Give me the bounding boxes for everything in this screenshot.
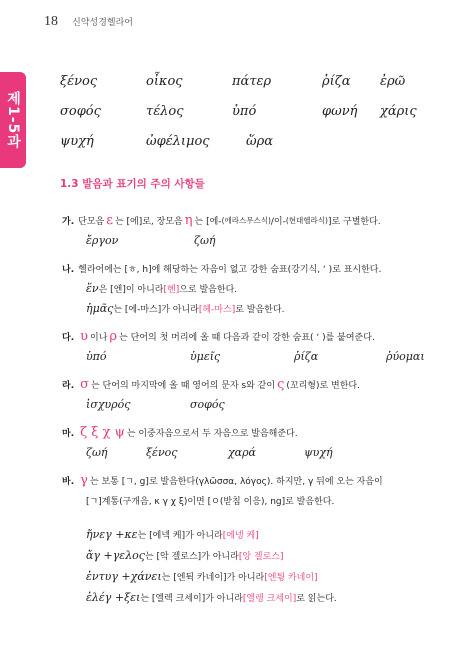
example-line bbox=[62, 566, 442, 587]
vocab-row bbox=[60, 126, 440, 156]
rule-na bbox=[62, 258, 442, 318]
highlight-pronunciation: [헨] bbox=[163, 284, 180, 295]
greek-example: ἤνεγ +κε bbox=[86, 528, 138, 541]
greek-example: ψυχή bbox=[304, 445, 333, 459]
rule-ma bbox=[62, 422, 442, 462]
example-line bbox=[62, 545, 442, 566]
rule-text: ]로 구별한다. bbox=[327, 216, 381, 227]
greek-letter: υ bbox=[80, 328, 89, 344]
rule-label: 다. bbox=[62, 332, 75, 343]
greek-example: ἡμᾶς bbox=[86, 301, 114, 315]
greek-example: ἕν bbox=[86, 281, 99, 295]
rule-text: 헬라어에는 [ㅎ, h]에 해당하는 자음이 없고 강한 숨표(강기식, ‘ )로 표시한다. bbox=[78, 264, 382, 275]
vocab-word: ὥρα bbox=[246, 133, 274, 149]
rule-text: 는 단어의 마지막에 올 때 영어의 문자 s와 같이 bbox=[91, 380, 276, 391]
rule-note: (에라스무스식) bbox=[221, 215, 271, 225]
book-title: 신약성경헬라어 bbox=[72, 18, 133, 28]
rule-ga bbox=[62, 210, 442, 250]
highlight-pronunciation: [헤-마스] bbox=[198, 304, 236, 315]
page-header bbox=[44, 14, 133, 30]
greek-example: ῥίζα bbox=[294, 349, 319, 363]
highlight-pronunciation: [엘렝 크세이] bbox=[242, 594, 297, 604]
rule-text: 단모음 bbox=[78, 216, 105, 227]
rule-label: 가. bbox=[62, 216, 75, 227]
greek-example: ἐντυγ +χάνει bbox=[86, 570, 162, 583]
vocab-grid bbox=[60, 66, 440, 156]
vocab-word: ῥίζα bbox=[322, 73, 351, 89]
rule-da bbox=[62, 326, 442, 366]
greek-letter: σ bbox=[80, 376, 89, 392]
greek-example: ἰσχυρός bbox=[86, 397, 131, 411]
example-line bbox=[62, 587, 442, 608]
rule-text: 은 [엔]이 아니라 bbox=[98, 284, 164, 295]
rule-note: (현대헬라식) bbox=[285, 215, 328, 225]
rule-text: 는 [에- bbox=[194, 216, 222, 227]
vocab-word: ψυχή bbox=[60, 133, 94, 149]
vocab-word: ξένος bbox=[60, 73, 98, 89]
rule-text: 으로 발음한다. bbox=[179, 284, 238, 295]
highlight-pronunciation: [엔튕 카네이] bbox=[264, 573, 318, 583]
highlight-pronunciation: [에넹 케] bbox=[222, 531, 259, 541]
vocab-row bbox=[60, 66, 440, 96]
rule-label: 마. bbox=[62, 428, 75, 439]
rule-text: 는 [에]로, 장모음 bbox=[114, 216, 183, 227]
rule-text: 이나 bbox=[90, 332, 108, 343]
greek-example: ὑμεῖς bbox=[190, 349, 221, 363]
rule-text: 는 [악 겔로스]가 아니라 bbox=[144, 552, 239, 562]
vocab-word: ἐρῶ bbox=[380, 73, 406, 89]
rule-text: 는 [엔뒥 카네이]가 아니라 bbox=[161, 573, 265, 583]
chapter-side-tab-label: 제1-5과 bbox=[5, 90, 21, 150]
example-line bbox=[62, 524, 442, 545]
rule-text: 는 [엘렉 크세이]가 아니라 bbox=[140, 594, 243, 604]
greek-example: ῥύομαι bbox=[386, 349, 425, 363]
greek-example: ἔργον bbox=[86, 233, 119, 247]
greek-letter: ε bbox=[106, 212, 113, 228]
rule-text: (꼬리형)로 변한다. bbox=[286, 380, 360, 391]
rule-ba bbox=[62, 470, 442, 608]
section-title: 1.3 발음과 표기의 주의 사항들 bbox=[60, 178, 205, 190]
greek-example: χαρά bbox=[228, 445, 256, 459]
vocab-word: σοφός bbox=[60, 103, 101, 119]
rule-text: 는 [에넥 케]가 아니라 bbox=[137, 531, 223, 541]
rule-label: 라. bbox=[62, 380, 75, 391]
greek-letter: η bbox=[184, 212, 193, 228]
greek-example: ξένος bbox=[146, 445, 178, 459]
highlight-pronunciation: [앙 겔로스] bbox=[238, 552, 284, 562]
rule-label: 바. bbox=[62, 476, 75, 487]
vocab-word: πάτερ bbox=[232, 73, 272, 89]
rule-text: 로 발음한다. bbox=[235, 304, 285, 315]
rule-text: /이- bbox=[270, 216, 286, 227]
greek-letter: γ bbox=[80, 472, 88, 488]
vocab-word: ὑπό bbox=[232, 103, 257, 119]
rule-ra bbox=[62, 374, 442, 414]
greek-letter: ζ ξ χ ψ bbox=[80, 424, 125, 440]
greek-example: ὑπό bbox=[86, 349, 107, 363]
rule-text: 는 단어의 첫 머리에 올 때 다음과 같이 강한 숨표( ‘ )를 붙여준다. bbox=[119, 332, 375, 343]
vocab-word: ὠφέλιμος bbox=[146, 133, 210, 149]
greek-example: ζωή bbox=[86, 445, 108, 459]
greek-example: ἄγ +γελος bbox=[86, 549, 145, 562]
vocab-row bbox=[60, 96, 440, 126]
rules-list bbox=[62, 210, 442, 608]
rule-text: 로 읽는다. bbox=[296, 594, 337, 604]
rule-text: 는 [에-마스]가 아니라 bbox=[113, 304, 199, 315]
rule-text: 는 이중자음으로서 두 자음으로 발음해준다. bbox=[126, 428, 298, 439]
greek-letter: ς bbox=[277, 376, 285, 392]
greek-example: σοφός bbox=[190, 397, 225, 411]
greek-example: ζωή bbox=[194, 233, 216, 247]
page-number: 18 bbox=[44, 14, 58, 29]
vocab-word: τέλος bbox=[146, 103, 184, 119]
chapter-side-tab bbox=[0, 72, 26, 168]
greek-example: ἐλέγ +ξει bbox=[86, 591, 141, 604]
vocab-word: φωνή bbox=[322, 103, 358, 119]
greek-letter: ρ bbox=[109, 328, 118, 344]
vocab-word: οἶκος bbox=[146, 73, 183, 89]
rule-text: [ㄱ]계통(구개음, κ γ χ ξ)이면 [ㅇ(받침 이응), ng]로 발음한다. bbox=[86, 496, 335, 507]
rule-text: 는 보통 [ㄱ, g]로 발음한다(γλῶσσα, λόγος). 하지만, γ 뒤에 오는 자음이 bbox=[89, 476, 383, 487]
vocab-word: χάρις bbox=[380, 103, 417, 119]
rule-label: 나. bbox=[62, 264, 75, 275]
